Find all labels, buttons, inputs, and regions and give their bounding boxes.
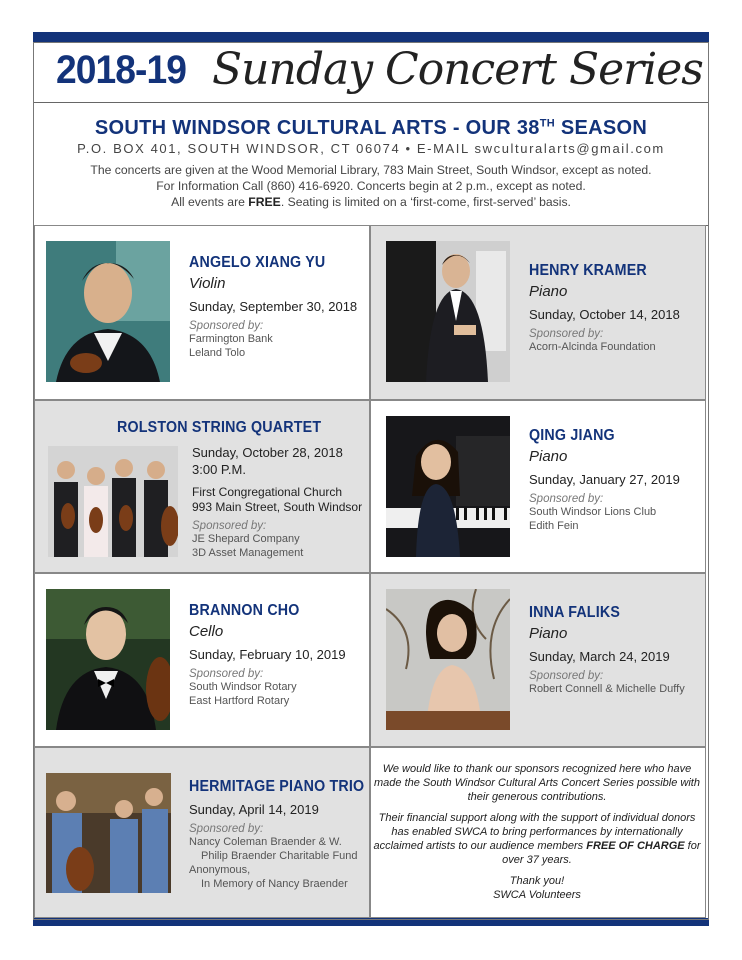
concert-date: Sunday, October 14, 2018 bbox=[529, 307, 680, 322]
title-row bbox=[34, 42, 708, 103]
concert-date: Sunday, October 28, 2018 bbox=[192, 445, 343, 460]
sponsor: Anonymous, bbox=[189, 864, 251, 876]
photo-henry bbox=[386, 241, 510, 382]
sponsor: 3D Asset Management bbox=[192, 547, 304, 559]
sponsor: East Hartford Rotary bbox=[189, 695, 290, 707]
concert-instrument: Piano bbox=[529, 283, 568, 300]
sponsor: Acorn-Alcinda Foundation bbox=[529, 341, 656, 353]
concert-name: INNA FALIKS bbox=[529, 604, 621, 621]
photo-inna bbox=[386, 589, 510, 730]
thanks-note bbox=[372, 762, 702, 902]
concert-cell-henry bbox=[370, 225, 706, 400]
concert-date: Sunday, April 14, 2019 bbox=[189, 802, 319, 817]
concert-name: HERMITAGE PIANO TRIO bbox=[189, 778, 365, 795]
concert-time: 3:00 P.M. bbox=[192, 462, 246, 477]
sponsored-label: Sponsored by: bbox=[529, 493, 604, 505]
concert-date: Sunday, January 27, 2019 bbox=[529, 472, 680, 487]
info-text: The concerts are given at the Wood Memorial Library, 783 Main Street, South Windsor, except as noted. For Information Call (860) 416-6920. Concerts begin at 2 p.m., except as noted. All events are FREE. Seating is limited on a ‘first-come, first-served’ basis. bbox=[90, 163, 652, 209]
sponsor: Edith Fein bbox=[529, 520, 579, 532]
concert-venue: First Congregational Church bbox=[192, 485, 343, 499]
concert-cell-hermitage bbox=[34, 747, 370, 918]
sponsor: Leland Tolo bbox=[189, 347, 246, 359]
concert-venue-address: 993 Main Street, South Windsor bbox=[192, 500, 363, 514]
photo-brannon bbox=[46, 589, 170, 730]
sponsored-label: Sponsored by: bbox=[189, 823, 264, 835]
sponsor: Nancy Coleman Braender & W. bbox=[189, 836, 342, 848]
concert-instrument: Cello bbox=[189, 623, 224, 640]
concert-cell-qing bbox=[370, 400, 706, 573]
sponsor: JE Shepard Company bbox=[192, 533, 300, 545]
concert-instrument: Piano bbox=[529, 625, 568, 642]
photo-hermitage bbox=[46, 773, 171, 893]
sponsor: In Memory of Nancy Braender bbox=[201, 878, 348, 890]
sponsored-label: Sponsored by: bbox=[189, 320, 264, 332]
concert-cell-angelo bbox=[34, 225, 370, 400]
concert-date: Sunday, March 24, 2019 bbox=[529, 649, 670, 664]
top-bar bbox=[33, 32, 709, 42]
photo-angelo bbox=[46, 241, 170, 382]
concert-name: HENRY KRAMER bbox=[529, 262, 647, 279]
thanks-sign-2: SWCA Volunteers bbox=[493, 889, 581, 901]
sponsored-label: Sponsored by: bbox=[192, 520, 267, 532]
concert-instrument: Violin bbox=[189, 275, 226, 292]
concert-instrument: Piano bbox=[529, 448, 568, 465]
thanks-paragraph-1: We would like to thank our sponsors recognized here who have made the South Windsor Cultural Arts Concert Series possible with their generous contributions. bbox=[374, 763, 700, 803]
sponsored-label: Sponsored by: bbox=[189, 668, 264, 680]
sponsor: South Windsor Lions Club bbox=[529, 506, 657, 518]
concert-date: Sunday, February 10, 2019 bbox=[189, 647, 346, 662]
sponsor: Farmington Bank bbox=[189, 333, 273, 345]
address-line: P.O. BOX 401, SOUTH WINDSOR, CT 06074 • E-MAIL swculturalarts@gmail.com bbox=[77, 141, 665, 156]
photo-qing bbox=[386, 416, 510, 557]
sponsor: Philip Braender Charitable Fund bbox=[201, 850, 358, 862]
concert-date: Sunday, September 30, 2018 bbox=[189, 299, 358, 314]
concert-name: ANGELO XIANG YU bbox=[189, 254, 326, 271]
title-script: Sunday Concert Series bbox=[212, 44, 703, 95]
concert-name: QING JIANG bbox=[529, 427, 615, 444]
concert-cell-rolston bbox=[34, 400, 370, 573]
photo-rolston bbox=[48, 446, 178, 557]
sponsor: Robert Connell & Michelle Duffy bbox=[529, 683, 685, 695]
sponsor: South Windsor Rotary bbox=[189, 681, 297, 693]
org-heading: SOUTH WINDSOR CULTURAL ARTS - OUR 38TH SEASON bbox=[94, 117, 648, 139]
thanks-paragraph-2: Their financial support along with the support of individual donors has enabled SWCA to bring performances by internationally acclaimed artists to our audience members FREE OF CHARGE for over 37 years. bbox=[373, 812, 701, 866]
thanks-sign-1: Thank you! bbox=[509, 875, 565, 887]
sponsored-label: Sponsored by: bbox=[529, 670, 604, 682]
sponsored-label: Sponsored by: bbox=[529, 328, 604, 340]
title-year: 2018-19 bbox=[56, 48, 187, 92]
concert-cell-brannon bbox=[34, 573, 370, 747]
concert-name: ROLSTON STRING QUARTET bbox=[117, 419, 322, 436]
concert-name: BRANNON CHO bbox=[189, 602, 300, 619]
concert-cell-inna bbox=[370, 573, 706, 747]
header-block bbox=[34, 103, 708, 226]
